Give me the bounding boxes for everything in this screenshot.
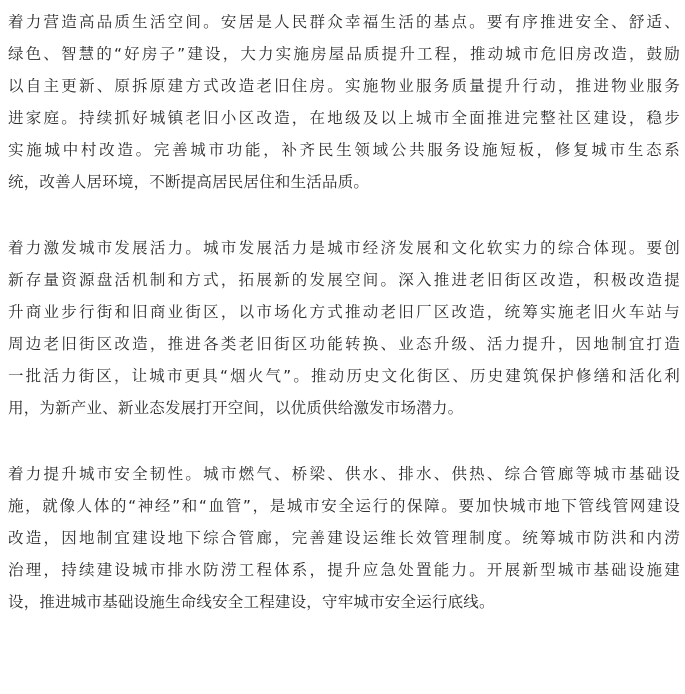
- text-line: 绿色、智慧的“好房子”建设，大力实施房屋品质提升工程，推动城市危旧房改造，鼓励: [8, 45, 680, 63]
- text-line: 统，改善人居环境，不断提高居民居住和生活品质。: [8, 173, 370, 191]
- text-line: 升商业步行街和旧商业街区，以市场化方式推动老旧厂区改造，统筹实施老旧火车站与: [8, 303, 680, 321]
- text-line: 改造，因地制宜建设地下综合管廊，完善建设运维长效管理制度。统筹城市防洪和内涝: [8, 529, 680, 547]
- text-line: 实施城中村改造。完善城市功能，补齐民生领域公共服务设施短板，修复城市生态系: [8, 141, 680, 159]
- text-line: 用，为新产业、新业态发展打开空间，以优质供给激发市场潜力。: [8, 399, 464, 417]
- text-line: 新存量资源盘活机制和方式，拓展新的发展空间。深入推进老旧街区改造，积极改造提: [8, 271, 680, 289]
- text-line: 进家庭。持续抓好城镇老旧小区改造，在地级及以上城市全面推进完整社区建设，稳步: [8, 109, 680, 127]
- text-line: 设，推进城市基础设施生命线安全工程建设，守牢城市安全运行底线。: [8, 593, 495, 611]
- text-line: 治理，持续建设城市排水防涝工程体系，提升应急处置能力。开展新型城市基础设施建: [8, 561, 680, 579]
- text-line: 以自主更新、原拆原建方式改造老旧住房。实施物业服务质量提升行动，推进物业服务: [8, 77, 680, 95]
- text-line: 一批活力街区，让城市更具“烟火气”。推动历史文化街区、历史建筑保护修缮和活化利: [8, 367, 680, 385]
- text-line: 着力营造高品质生活空间。安居是人民群众幸福生活的基点。要有序推进安全、舒适、: [8, 13, 680, 31]
- text-line: 施，就像人体的“神经”和“血管”，是城市安全运行的保障。要加快城市地下管线管网建设: [8, 497, 680, 515]
- text-line: 着力提升城市安全韧性。城市燃气、桥梁、供水、排水、供热、综合管廊等城市基础设: [8, 465, 680, 483]
- paragraph-living-space: [8, 6, 680, 198]
- paragraph-city-vitality: [8, 232, 680, 424]
- article-body: [8, 6, 680, 618]
- text-line: 着力激发城市发展活力。城市发展活力是城市经济发展和文化软实力的综合体现。要创: [8, 239, 680, 257]
- paragraph-spacer: [8, 424, 680, 458]
- paragraph-spacer: [8, 198, 680, 232]
- text-line: 周边老旧街区改造，推进各类老旧街区功能转换、业态升级、活力提升，因地制宜打造: [8, 335, 680, 353]
- paragraph-city-safety: [8, 458, 680, 618]
